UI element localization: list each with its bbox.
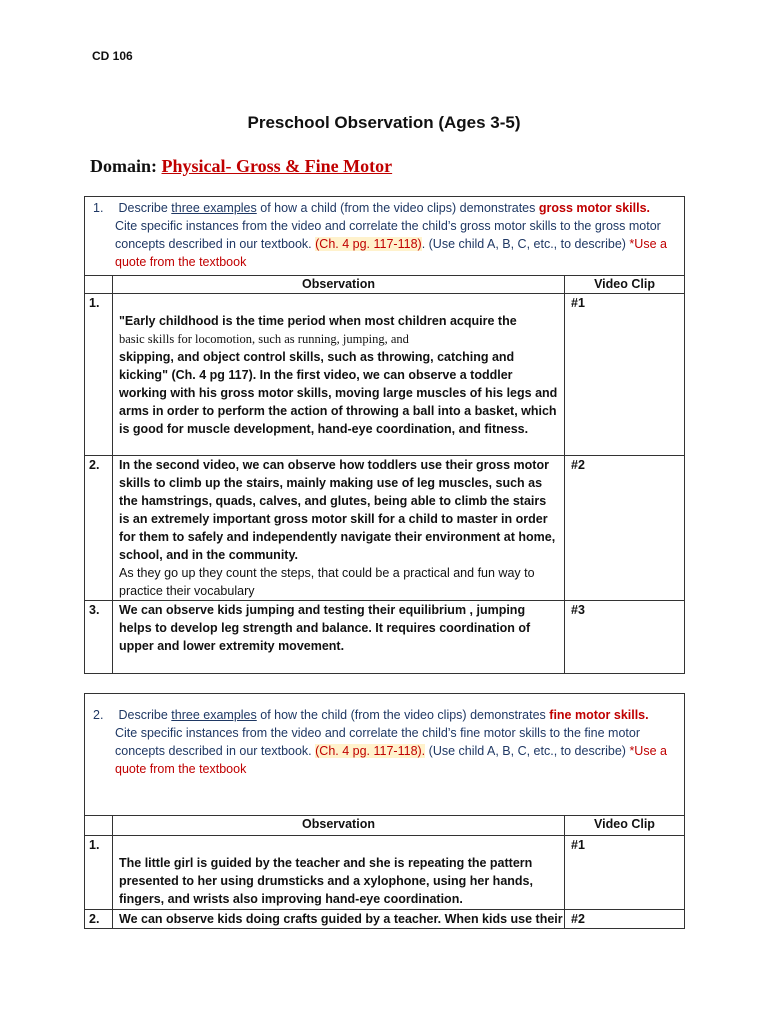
observation-cell <box>113 601 565 674</box>
domain-label: Domain: <box>90 156 157 176</box>
prompt-text: Describe <box>118 201 168 215</box>
prompt-skill: gross motor skills. <box>538 201 651 215</box>
prompt-text: of how a child (from the video clips) demonstrates <box>260 201 536 215</box>
prompt-text: (Use child A, B, C, etc., to describe) <box>428 744 626 758</box>
observation-text: basic skills for locomotion, such as running, jumping, and <box>119 332 409 346</box>
fine-motor-table <box>84 693 685 929</box>
prompt-number: 1. <box>93 201 104 215</box>
header-number <box>85 816 113 836</box>
domain-value: Physical- Gross & Fine Motor <box>161 156 393 176</box>
observation-text: In the second video, we can observe how toddlers use their gross motor skills to climb up the stairs, mainly making use of leg muscles, such as the hamstrings, quads, calves, and glutes, being able to climb the stairs is an extremely important gross motor skill for a child to master in order for them to safely and independently navigate their environment at home, school, and in the community. <box>119 458 556 562</box>
observation-text: skipping, and object control skills, such as throwing, catching and kicking" (Ch. 4 pg 117). In the first video, we can observe a toddler working with his gross motor skills, moving large muscles of his legs and arms in order to perform the action of throwing a ball into a basket, which is good for muscle development, hand-eye coordination, and fitness. <box>119 350 558 436</box>
prompt-quote-note: *Use a quote from the textbook <box>115 237 667 269</box>
prompt-reference: (Ch. 4 pg. 117-118). <box>315 744 426 758</box>
prompt-emphasis: three examples <box>171 708 257 722</box>
course-code: CD 106 <box>92 49 133 63</box>
observation-cell <box>113 836 565 910</box>
prompt-text: Cite specific instances from the video and correlate the child’s fine motor skills to the fine motor concepts described in our textbook. <box>115 726 641 758</box>
prompt-text: of how the child (from the video clips) demonstrates <box>260 708 546 722</box>
row-number: 2. <box>85 910 113 929</box>
observation-text: The little girl is guided by the teacher and she is repeating the pattern presented to her using drumsticks and a xylophone, using her hands, fingers, and wrists also improving hand-eye coordination. <box>119 856 533 906</box>
video-clip-cell: #2 <box>565 910 685 929</box>
gross-motor-prompt <box>85 197 685 276</box>
gross-motor-table <box>84 196 685 674</box>
video-clip-cell: #2 <box>565 456 685 601</box>
prompt-text: Describe <box>118 708 168 722</box>
prompt-emphasis: three examples <box>171 201 257 215</box>
header-observation: Observation <box>113 816 565 836</box>
table-row <box>85 836 685 910</box>
header-number <box>85 276 113 294</box>
observation-text: As they go up they count the steps, that could be a practical and fun way to practice their vocabulary <box>119 566 535 598</box>
prompt-text: . (Use child A, B, C, etc., to describe) <box>421 237 626 251</box>
row-number: 2. <box>85 456 113 601</box>
observation-cell <box>113 456 565 601</box>
table-row <box>85 294 685 456</box>
header-observation: Observation <box>113 276 565 294</box>
prompt-skill: fine motor skills. <box>549 708 649 722</box>
row-number: 1. <box>85 836 113 910</box>
prompt-reference: (Ch. 4 pg. 117-118) <box>315 237 422 251</box>
prompt-text: Cite specific instances from the video and correlate the child’s gross motor skills to the gross motor concepts described in our textbook. <box>115 219 661 251</box>
table-row <box>85 910 685 929</box>
domain-heading <box>90 156 392 177</box>
header-video-clip: Video Clip <box>565 816 685 836</box>
row-number: 3. <box>85 601 113 674</box>
observation-text: "Early childhood is the time period when most children acquire the <box>119 314 517 328</box>
prompt-quote-note: *Use a quote from the textbook <box>115 744 667 776</box>
page-title: Preschool Observation (Ages 3-5) <box>247 113 521 132</box>
observation-text: We can observe kids doing crafts guided by a teacher. When kids use their <box>119 912 563 926</box>
observation-cell <box>113 294 565 456</box>
table-row <box>85 601 685 674</box>
observation-cell <box>113 910 565 929</box>
video-clip-cell: #1 <box>565 836 685 910</box>
row-number: 1. <box>85 294 113 456</box>
prompt-number: 2. <box>93 708 104 722</box>
video-clip-cell: #3 <box>565 601 685 674</box>
table-row <box>85 456 685 601</box>
fine-motor-prompt <box>85 694 685 816</box>
header-video-clip: Video Clip <box>565 276 685 294</box>
observation-text: We can observe kids jumping and testing their equilibrium , jumping helps to develop leg strength and balance. It requires coordination of upper and lower extremity movement. <box>119 603 531 653</box>
video-clip-cell: #1 <box>565 294 685 456</box>
